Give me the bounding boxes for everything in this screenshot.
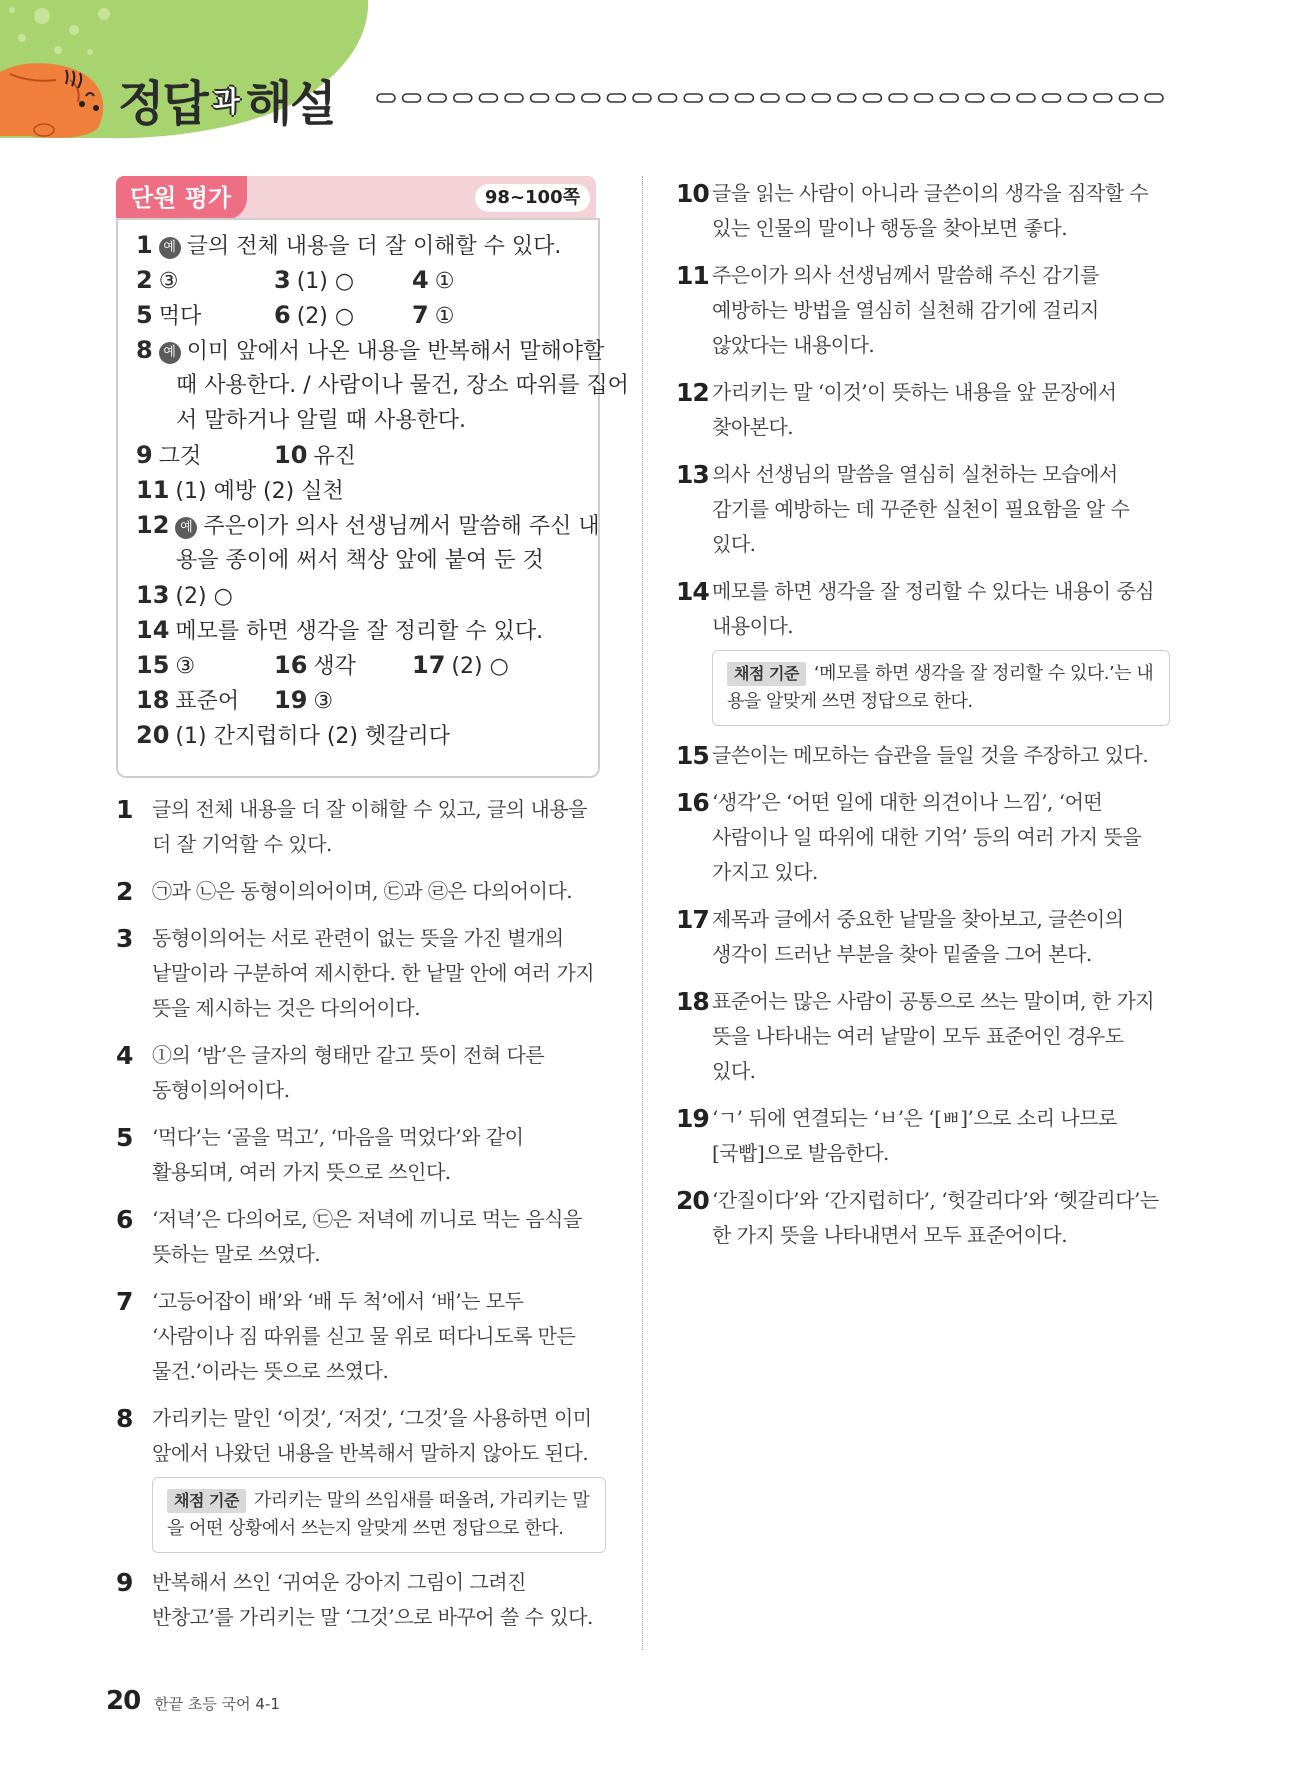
- answer-text: 생각: [313, 654, 356, 679]
- explanation-text: ㉠과 ㉡은 동형이의어이며, ㉢과 ㉣은 다의어이다.: [152, 879, 573, 903]
- explanation-list-right: [676, 176, 1170, 1253]
- explanation-text: ‘생각’은 ‘어떤 일에 대한 의견이나 느낌’, ‘어떤 사람이나 일 따위에 대한 기억’ 등의 여러 가지 뜻을 가지고 있다.: [712, 790, 1142, 884]
- answer-cell: [274, 438, 356, 474]
- answer-line: [136, 438, 580, 473]
- answer-number: 4: [412, 266, 429, 294]
- answer-number: 18: [136, 686, 170, 714]
- header-title-part2: 과: [212, 85, 240, 118]
- answer-cell: [412, 298, 454, 334]
- scoring-criteria-text: ‘메모를 하면 생각을 잘 정리할 수 있다.’는 내용을 알맞게 쓰면 정답으로 한다.: [727, 663, 1154, 712]
- explanation-item: [676, 574, 1170, 726]
- explanation-text-block: [676, 457, 1170, 562]
- explanation-number: 16: [676, 788, 709, 817]
- answer-number: 19: [274, 686, 308, 714]
- answer-text: ③: [313, 689, 334, 714]
- right-column: [676, 176, 1170, 1265]
- explanation-number: 2: [116, 877, 133, 906]
- explanation-item: [676, 375, 1170, 445]
- explanation-item: [116, 792, 606, 862]
- answer-cell: [274, 298, 354, 334]
- answer-number: 20: [136, 721, 170, 749]
- explanation-text-block: [676, 574, 1170, 644]
- answer-number: 12: [136, 511, 170, 539]
- explanation-text: ‘고등어잡이 배’와 ‘배 두 척’에서 ‘배’는 모두 ‘사람이나 짐 따위를 싣고 물 위로 떠다니도록 만든 물건.’이라는 뜻으로 쓰였다.: [152, 1289, 576, 1383]
- explanation-number: 14: [676, 577, 709, 606]
- answer-line: [136, 473, 580, 508]
- explanation-number: 18: [676, 987, 709, 1016]
- answer-line: [136, 508, 600, 543]
- explanation-number: 3: [116, 924, 133, 953]
- answer-line: [136, 228, 580, 263]
- answer-cell: [136, 298, 201, 334]
- unit-test-answer-box: [116, 176, 629, 778]
- explanation-text: 글쓴이는 메모하는 습관을 들일 것을 주장하고 있다.: [712, 743, 1149, 767]
- answer-cell: [136, 616, 544, 644]
- explanation-text-block: [676, 984, 1170, 1089]
- answer-text: 그것: [158, 444, 202, 469]
- answer-text: (1) ○: [296, 269, 355, 294]
- explanation-number: 5: [116, 1123, 133, 1152]
- answer-text: ①: [434, 269, 455, 294]
- explanation-number: 15: [676, 741, 709, 770]
- explanation-item: [676, 457, 1170, 562]
- explanation-number: 4: [116, 1041, 133, 1070]
- explanation-text-block: [116, 874, 606, 909]
- left-column: [116, 176, 629, 1647]
- answer-cell: [176, 373, 629, 398]
- explanation-number: 9: [116, 1568, 133, 1597]
- scoring-criteria-tag: 채점 기준: [727, 662, 806, 686]
- explanation-item: [116, 1401, 606, 1553]
- answer-number: 9: [136, 441, 153, 469]
- answer-number: 7: [412, 301, 429, 329]
- example-badge: 예: [159, 342, 181, 364]
- explanation-item: [116, 1120, 606, 1190]
- answer-number: 17: [412, 651, 446, 679]
- answer-number: 13: [136, 581, 170, 609]
- explanation-text-block: [116, 921, 606, 1026]
- unit-test-answers: [116, 218, 629, 778]
- explanation-item: [116, 874, 606, 909]
- answer-cell: [136, 476, 344, 504]
- answer-text: 이미 앞에서 나온 내용을 반복해서 말해야할: [186, 339, 605, 364]
- page-footer: [106, 1686, 280, 1716]
- explanation-text: ①의 ‘밤’은 글자의 형태만 같고 뜻이 전혀 다른 동형이의어이다.: [152, 1043, 545, 1102]
- explanation-item: [676, 176, 1170, 246]
- answer-number: 3: [274, 266, 291, 294]
- answer-line: [136, 298, 580, 333]
- explanation-text: 주은이가 의사 선생님께서 말씀해 주신 감기를 예방하는 방법을 열심히 실천해 감기에 걸리지 않았다는 내용이다.: [712, 263, 1099, 357]
- answer-cell: [136, 336, 605, 364]
- explanation-item: [676, 738, 1170, 773]
- answer-cell: [274, 263, 354, 299]
- answer-cell: [274, 648, 356, 684]
- explanation-number: 7: [116, 1287, 133, 1316]
- answer-line: [136, 403, 580, 438]
- explanation-text: 의사 선생님의 말씀을 열심히 실천하는 모습에서 감기를 예방하는 데 꾸준한 실천이 필요함을 알 수 있다.: [712, 462, 1130, 556]
- explanation-text-block: [676, 785, 1170, 890]
- unit-test-page-range: 98~100쪽: [475, 184, 590, 212]
- answer-number: 2: [136, 266, 153, 294]
- explanation-item: [676, 984, 1170, 1089]
- explanation-text: 가리키는 말인 ‘이것’, ‘저것’, ‘그것’을 사용하면 이미 앞에서 나왔던 내용을 반복해서 말하지 않아도 된다.: [152, 1406, 592, 1465]
- answer-text: (1) 간지럽히다 (2) 헷갈리다: [175, 724, 450, 749]
- explanation-text-block: [116, 792, 606, 862]
- answer-cell: [136, 231, 562, 259]
- example-badge: 예: [175, 517, 197, 539]
- explanation-item: [676, 1183, 1170, 1253]
- explanation-text: ‘간질이다’와 ‘간지럽히다’, ‘헛갈리다’와 ‘헷갈리다’는 한 가지 뜻을 나타내면서 모두 표준어이다.: [712, 1188, 1159, 1247]
- explanation-number: 8: [116, 1404, 133, 1433]
- column-divider: [642, 176, 643, 1650]
- answer-line: [136, 578, 580, 613]
- answer-cell: [412, 648, 509, 684]
- answer-cell: [136, 263, 178, 299]
- explanation-item: [116, 921, 606, 1026]
- answer-number: 14: [136, 616, 170, 644]
- answer-text: 표준어: [175, 689, 240, 714]
- explanation-text-block: [676, 375, 1170, 445]
- explanation-text: ‘ㄱ’ 뒤에 연결되는 ‘ㅂ’은 ‘[ㅃ]’으로 소리 나므로 [국빱]으로 발음한다.: [712, 1106, 1117, 1165]
- scoring-criteria-tag: 채점 기준: [167, 1489, 246, 1513]
- explanation-text-block: [116, 1565, 606, 1635]
- explanation-text-block: [116, 1038, 606, 1108]
- answer-number: 8: [136, 336, 153, 364]
- answer-text: 글의 전체 내용을 더 잘 이해할 수 있다.: [186, 234, 562, 259]
- explanation-number: 1: [116, 795, 133, 824]
- answer-text: ③: [175, 654, 196, 679]
- explanation-number: 11: [676, 261, 709, 290]
- answer-cell: [136, 683, 239, 719]
- answer-line: [136, 368, 629, 403]
- explanation-number: 13: [676, 460, 709, 489]
- answer-cell: [274, 683, 333, 719]
- answer-line: [136, 648, 580, 683]
- explanation-number: 20: [676, 1186, 709, 1215]
- explanation-text: 메모를 하면 생각을 잘 정리할 수 있다는 내용이 중심 내용이다.: [712, 579, 1155, 638]
- book-title: 한끝 초등 국어 4-1: [154, 1695, 280, 1713]
- explanation-text: 표준어는 많은 사람이 공통으로 쓰는 말이며, 한 가지 뜻을 나타내는 여러 낱말이 모두 표준어인 경우도 있다.: [712, 989, 1155, 1083]
- answer-number: 15: [136, 651, 170, 679]
- answer-cell: [176, 548, 544, 573]
- explanation-text-block: [676, 176, 1170, 246]
- explanation-number: 19: [676, 1104, 709, 1133]
- explanation-text-block: [116, 1202, 606, 1272]
- answer-number: 6: [274, 301, 291, 329]
- answer-number: 5: [136, 301, 153, 329]
- answer-text: (2) ○: [296, 304, 355, 329]
- answer-text: (2) ○: [451, 654, 509, 679]
- explanation-text-block: [116, 1120, 606, 1190]
- explanation-number: 17: [676, 905, 709, 934]
- answer-text: 용을 종이에 써서 책상 앞에 붙여 둔 것: [176, 548, 544, 573]
- example-badge: 예: [159, 237, 181, 259]
- answer-number: 11: [136, 476, 170, 504]
- explanation-text-block: [676, 738, 1170, 773]
- explanation-number: 10: [676, 179, 709, 208]
- explanation-text: ‘먹다’는 ‘골을 먹고’, ‘마음을 먹었다’와 같이 활용되며, 여러 가지 뜻으로 쓰인다.: [152, 1125, 524, 1184]
- answer-number: 1: [136, 231, 153, 259]
- explanation-number: 12: [676, 378, 709, 407]
- answer-line: [136, 333, 605, 368]
- explanation-text-block: [676, 1101, 1170, 1171]
- answer-number: 16: [274, 651, 308, 679]
- header-title-part1: 정답: [118, 76, 207, 132]
- explanation-list-left: [116, 792, 606, 1635]
- explanation-text: 글을 읽는 사람이 아니라 글쓴이의 생각을 짐작할 수 있는 인물의 말이나 행동을 찾아보면 좋다.: [712, 181, 1149, 240]
- explanation-number: 6: [116, 1205, 133, 1234]
- page-number: 20: [106, 1686, 141, 1716]
- answer-text: 메모를 하면 생각을 잘 정리할 수 있다.: [175, 619, 544, 644]
- answer-number: 10: [274, 441, 308, 469]
- answer-cell: [412, 263, 454, 299]
- answer-cell: [176, 408, 466, 433]
- explanation-item: [116, 1565, 606, 1635]
- header-title-part3: 해설: [245, 76, 335, 132]
- explanation-item: [116, 1038, 606, 1108]
- explanation-item: [116, 1284, 606, 1389]
- answer-text: 서 말하거나 알릴 때 사용한다.: [176, 408, 466, 433]
- answer-text: 먹다: [158, 304, 202, 329]
- answer-cell: [136, 648, 195, 684]
- answer-text: (1) 예방 (2) 실천: [175, 479, 344, 504]
- explanation-item: [116, 1202, 606, 1272]
- header-divider-line: [376, 92, 1171, 104]
- scoring-criteria-box: [152, 1477, 606, 1553]
- explanation-text-block: [676, 258, 1170, 363]
- answer-text: 주은이가 의사 선생님께서 말씀해 주신 내: [203, 514, 600, 539]
- answer-text: ③: [158, 269, 179, 294]
- explanation-text: 반복해서 쓰인 ‘귀여운 강아지 그림이 그려진 반창고’를 가리키는 말 ‘그것’으로 바꾸어 쓸 수 있다.: [152, 1570, 593, 1629]
- explanation-item: [676, 902, 1170, 972]
- answer-text: 때 사용한다. / 사람이나 물건, 장소 따위를 집어: [176, 373, 629, 398]
- explanation-text: 제목과 글에서 중요한 낱말을 찾아보고, 글쓴이의 생각이 드러난 부분을 찾아 밑줄을 그어 본다.: [712, 907, 1124, 966]
- explanation-text: ‘저녁’은 다의어로, ㉢은 저녁에 끼니로 먹는 음식을 뜻하는 말로 쓰였다.: [152, 1207, 582, 1266]
- page-header-title: [118, 54, 335, 134]
- explanation-text-block: [116, 1284, 606, 1389]
- answer-cell: [136, 721, 450, 749]
- explanation-item: [676, 258, 1170, 363]
- answer-line: [136, 613, 580, 648]
- answer-cell: [136, 581, 233, 609]
- explanation-item: [676, 1101, 1170, 1171]
- answer-line: [136, 683, 580, 718]
- answer-cell: [136, 511, 600, 539]
- unit-test-label: 단원 평가: [116, 176, 247, 220]
- scoring-criteria-text: 가리키는 말의 쓰임새를 떠올려, 가리키는 말을 어떤 상황에서 쓰는지 알맞게 쓰면 정답으로 한다.: [167, 1490, 590, 1539]
- scoring-criteria-box: [712, 650, 1170, 726]
- answer-line: [136, 543, 580, 578]
- answer-text: 유진: [313, 444, 356, 469]
- explanation-text: 가리키는 말 ‘이것’이 뜻하는 내용을 앞 문장에서 찾아본다.: [712, 380, 1117, 439]
- explanation-text-block: [116, 1401, 606, 1471]
- answer-cell: [136, 438, 201, 474]
- explanation-item: [676, 785, 1170, 890]
- answer-text: (2) ○: [175, 584, 233, 609]
- explanation-text-block: [676, 1183, 1170, 1253]
- explanation-text: 동형이의어는 서로 관련이 없는 뜻을 가진 별개의 낱말이라 구분하여 제시한다. 한 낱말 안에 여러 가지 뜻을 제시하는 것은 다의어이다.: [152, 926, 595, 1020]
- explanation-text: 글의 전체 내용을 더 잘 이해할 수 있고, 글의 내용을 더 잘 기억할 수 있다.: [152, 797, 587, 856]
- answer-text: ①: [434, 304, 455, 329]
- explanation-text-block: [676, 902, 1170, 972]
- answer-line: [136, 263, 580, 298]
- answer-line: [136, 718, 580, 753]
